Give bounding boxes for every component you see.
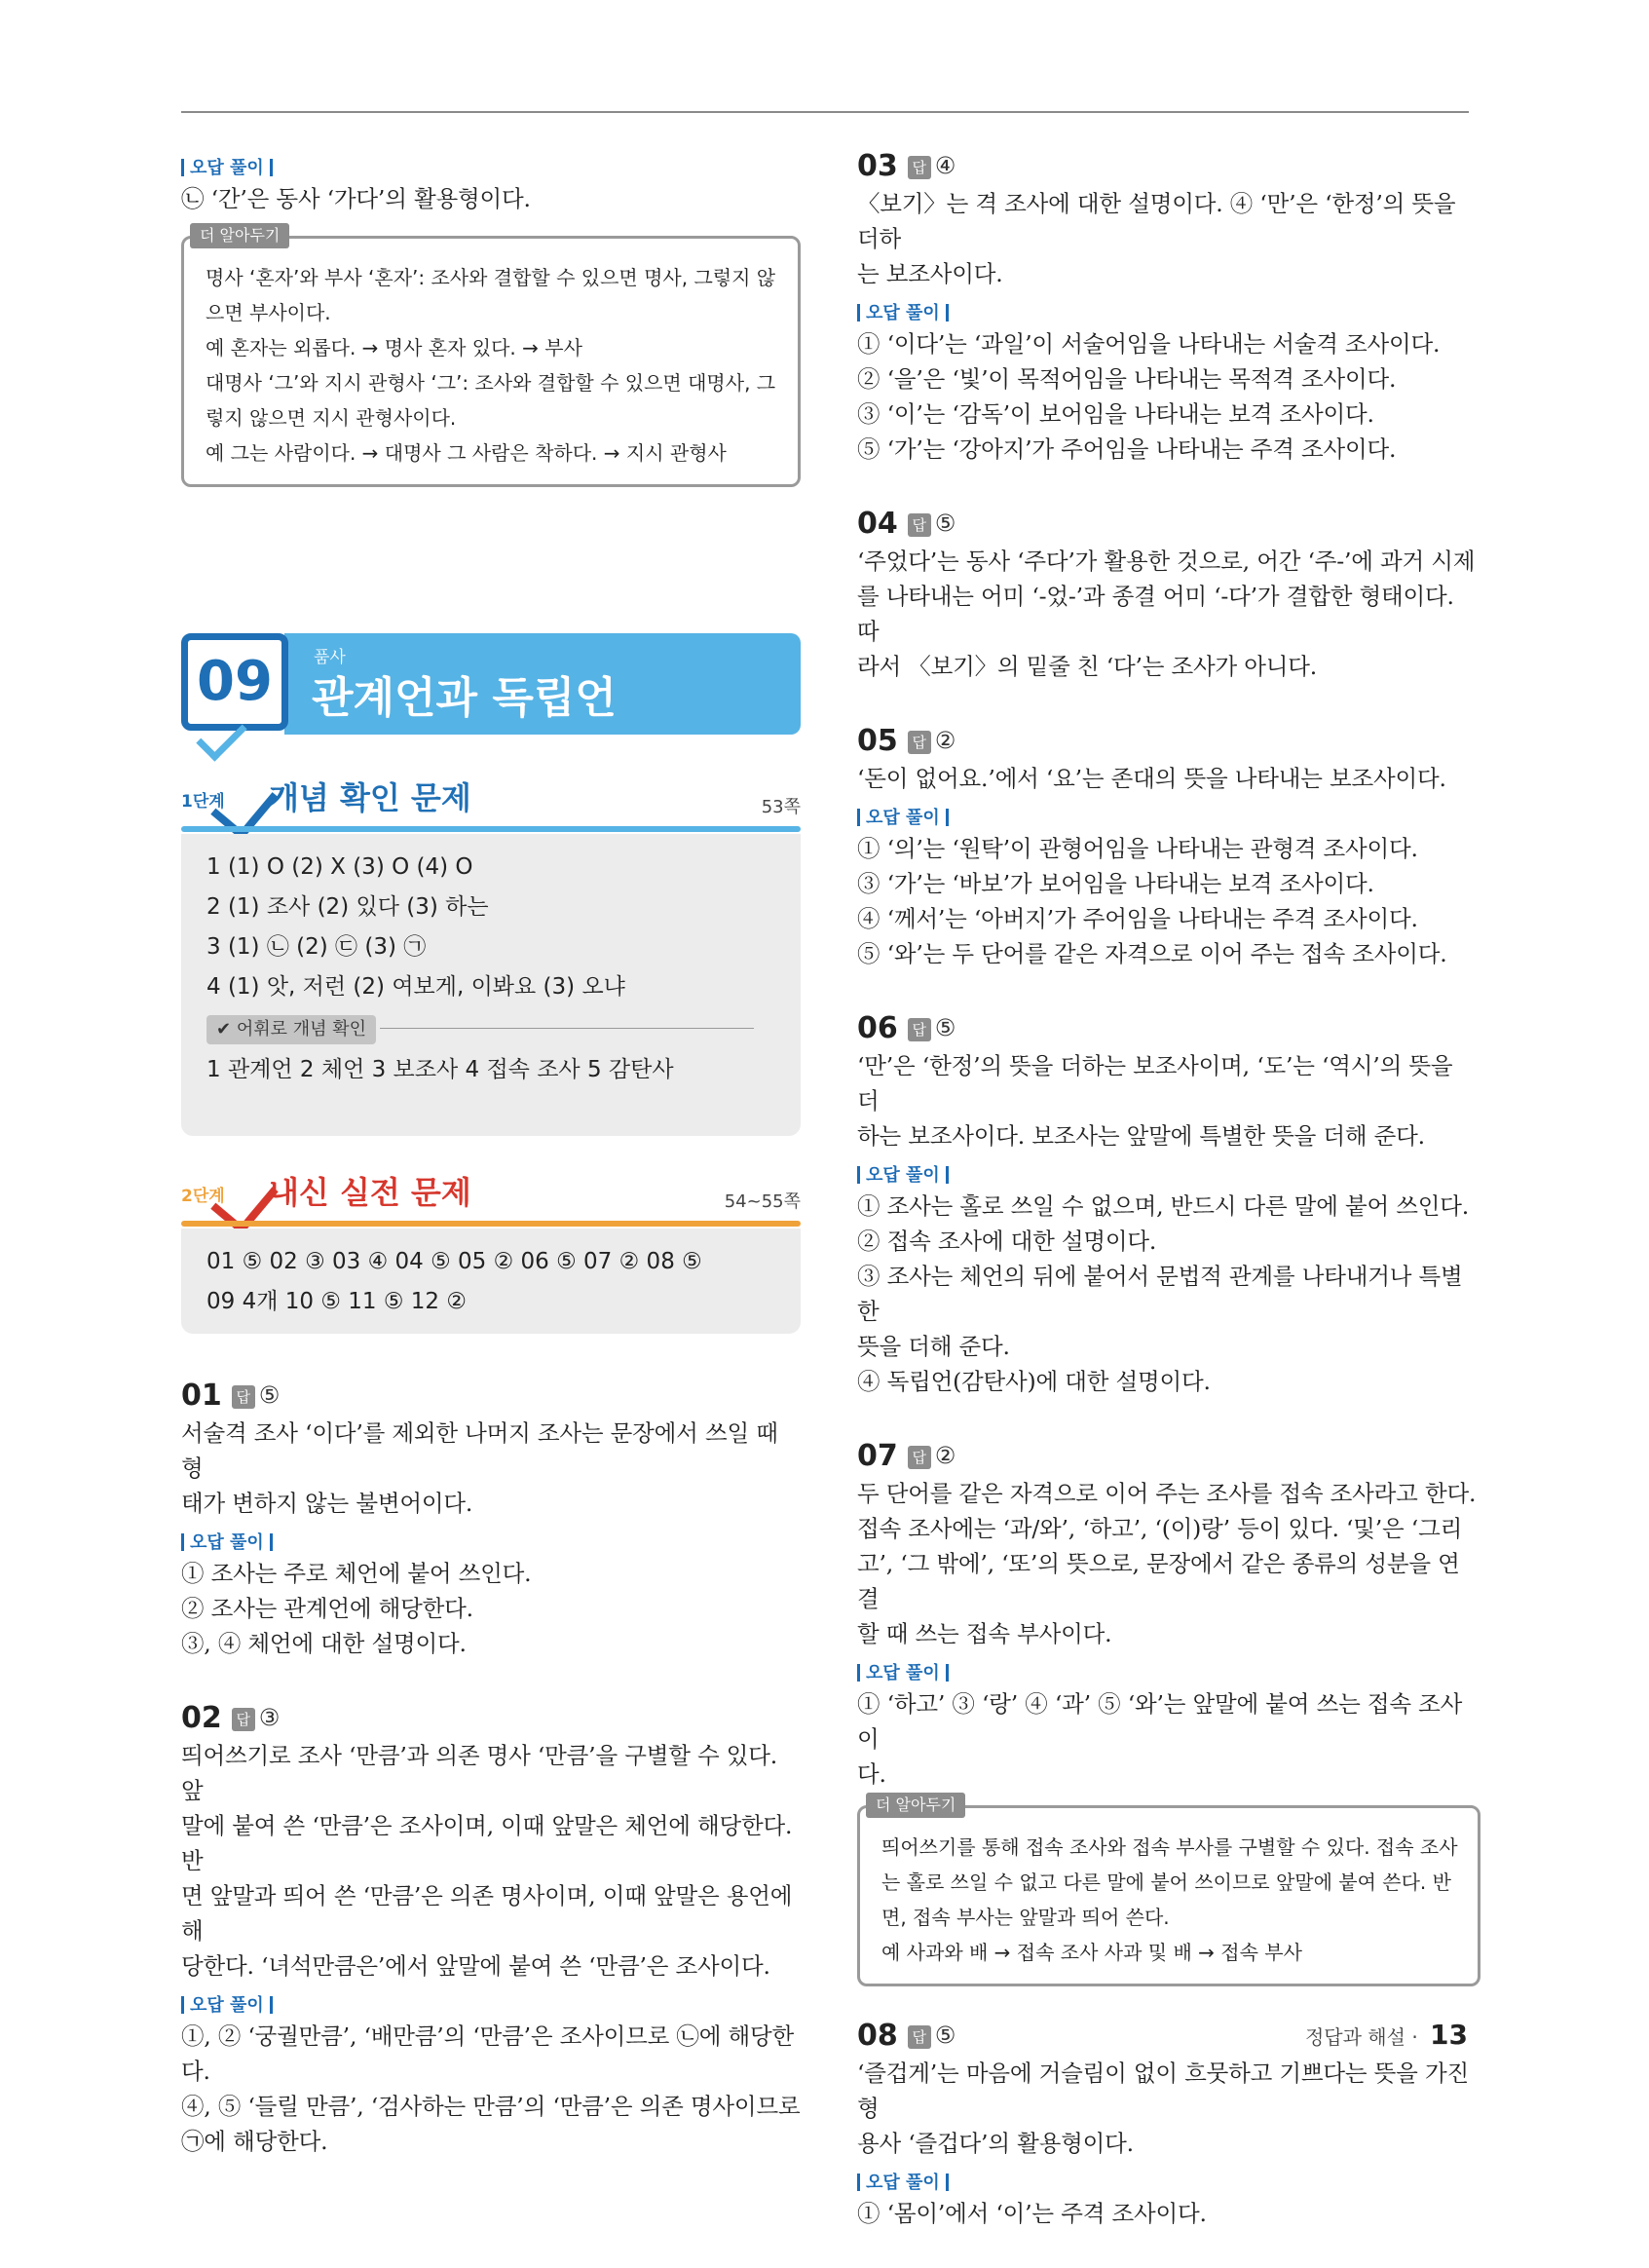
odap-line: ④ 독립언(감탄사)에 대한 설명이다. — [857, 1368, 1211, 1395]
odap-line: ㉠에 해당한다. — [181, 2128, 328, 2155]
answer-badge: 답 — [908, 156, 931, 179]
question-label: ② — [934, 1442, 956, 1469]
stage1-title: 개념 확인 문제 — [269, 779, 471, 816]
odap-label: 오답 풀이 — [857, 1659, 1480, 1684]
odap-line: ② ‘을’은 ‘빛’이 목적어임을 나타내는 목적격 조사이다. — [857, 365, 1397, 393]
stage2 — [181, 1174, 801, 1344]
question-number — [857, 146, 1480, 186]
odap-line: ⑤ ‘가’는 ‘강아지’가 주어임을 나타내는 주격 조사이다. — [857, 435, 1397, 463]
question-number — [857, 504, 1480, 544]
odap-label: 오답 풀이 — [181, 1529, 801, 1554]
tip-line: 예 사과와 배 → 접속 조사 사과 및 배 → 접속 부사 — [881, 1941, 1302, 1964]
stage2-label: 2단계 — [181, 1187, 225, 1206]
tip-box-right — [857, 1796, 1480, 1986]
footer-dot: · — [1411, 2025, 1418, 2049]
explanation-line: ‘주었다’는 동사 ‘주다’가 활용한 것으로, 어간 ‘주-’에 과거 시제 — [857, 548, 1476, 575]
answer-badge: 답 — [908, 1018, 931, 1041]
odap-line: ④ ‘께서’는 ‘아버지’가 주어임을 나타내는 주격 조사이다. — [857, 905, 1418, 932]
question-label: ③ — [258, 1704, 281, 1731]
tip-tag: 더 알아두기 — [190, 223, 289, 248]
stage1-rule — [181, 826, 801, 832]
question-02 — [181, 1698, 801, 2159]
vocab-row: 1 관계언 2 체언 3 보조사 4 접속 조사 5 감탄사 — [206, 1057, 674, 1082]
tip-line: 렇지 않으면 지시 관형사이다. — [206, 406, 457, 430]
odap-line: ③, ④ 체언에 대한 설명이다. — [181, 1630, 467, 1657]
question-label: ⑤ — [934, 1014, 956, 1041]
section-header — [181, 633, 801, 740]
explanation-line: 할 때 쓰는 접속 부사이다. — [857, 1620, 1112, 1647]
explanation-line: 고’, ‘그 밖에’, ‘또’의 뜻으로, 문장에서 같은 종류의 성분을 연결 — [857, 1550, 1460, 1612]
explanation-line: 태가 변하지 않는 불변어이다. — [181, 1490, 473, 1517]
odap-line: ① ‘하고’ ③ ‘랑’ ④ ‘과’ ⑤ ‘와’는 앞말에 붙여 쓰는 접속 조사이 — [857, 1690, 1463, 1753]
odap-line: ② 조사는 관계언에 해당한다. — [181, 1595, 473, 1622]
question-label: 08 — [857, 2019, 898, 2053]
question-number — [857, 721, 1480, 761]
right-column — [857, 146, 1480, 2268]
tip-line: 으면 부사이다. — [206, 301, 331, 324]
odap-line: ① ‘몸이’에서 ‘이’는 주격 조사이다. — [857, 2200, 1207, 2227]
odap-label: 오답 풀이 — [857, 2169, 1480, 2194]
odap-line: ③ ‘가’는 ‘바보’가 보어임을 나타내는 보격 조사이다. — [857, 870, 1374, 897]
answer-row: 3 (1) ㉡ (2) ㉢ (3) ㉠ — [206, 934, 427, 960]
vocab-rule — [380, 1028, 754, 1029]
check-circle-icon: ✔ — [216, 1019, 237, 1040]
explanation-line: 두 단어를 같은 자격으로 이어 주는 조사를 접속 조사라고 한다. — [857, 1480, 1477, 1507]
left-top-text: ㉡ ‘간’은 동사 ‘가다’의 활용형이다. — [181, 185, 531, 212]
explanation-line: 〈보기〉는 격 조사에 대한 설명이다. ④ ‘만’은 ‘한정’의 뜻을 더하 — [857, 190, 1456, 252]
odap-label: 오답 풀이 — [181, 1991, 801, 2017]
explanation-line: 하는 보조사이다. 보조사는 앞말에 특별한 뜻을 더해 준다. — [857, 1122, 1425, 1150]
odap-label: 오답 풀이 — [857, 1161, 1480, 1187]
tip-line: 는 홀로 쓰일 수 없고 다른 말에 붙어 쓰이므로 앞말에 붙여 쓴다. 반 — [881, 1871, 1451, 1894]
question-label: ④ — [934, 152, 956, 179]
odap-line: ④, ⑤ ‘들릴 만큼’, ‘검사하는 만큼’의 ‘만큼’은 의존 명사이므로 — [181, 2093, 801, 2120]
tip-line: 대명사 ‘그’와 지시 관형사 ‘그’: 조사와 결합할 수 있으면 대명사, 그 — [206, 371, 776, 395]
section-number: 09 — [181, 633, 288, 731]
question-05 — [857, 721, 1480, 971]
explanation-line: 당한다. ‘녀석만큼은’에서 앞말에 붙여 쓴 ‘만큼’은 조사이다. — [181, 1952, 770, 1980]
answer-row: 1 (1) O (2) X (3) O (4) O — [206, 854, 473, 880]
vocab-label: ✔ 어휘로 개념 확인 — [206, 1015, 376, 1044]
stage2-title: 내신 실전 문제 — [269, 1174, 471, 1211]
question-label: 01 — [181, 1379, 222, 1413]
question-label: ② — [934, 727, 956, 754]
tip-line: 띄어쓰기를 통해 접속 조사와 접속 부사를 구별할 수 있다. 접속 조사 — [881, 1835, 1458, 1859]
question-number — [857, 1008, 1480, 1048]
explanation-line: ‘돈이 없어요.’에서 ‘요’는 존대의 뜻을 나타내는 보조사이다. — [857, 765, 1446, 792]
question-number — [181, 1376, 801, 1416]
question-label: ⑤ — [934, 2022, 956, 2049]
explanation-line: 면 앞말과 띄어 쓴 ‘만큼’은 의존 명사이며, 이때 앞말은 용언에 해 — [181, 1882, 793, 1945]
question-03 — [857, 146, 1480, 467]
question-label: 07 — [857, 1439, 898, 1473]
footer-label: 정답과 해설 — [1304, 2025, 1405, 2049]
stage2-panel — [181, 1228, 801, 1334]
odap-line: ② 접속 조사에 대한 설명이다. — [857, 1228, 1157, 1255]
odap-line: ③ 조사는 체언의 뒤에 붙어서 문법적 관계를 나타내거나 특별한 — [857, 1263, 1463, 1325]
question-07 — [857, 1436, 1480, 1986]
explanation-line: 말에 붙여 쓴 ‘만큼’은 조사이며, 이때 앞말은 체언에 해당한다. 반 — [181, 1812, 793, 1874]
odap-line: ① ‘이다’는 ‘과일’이 서술어임을 나타내는 서술격 조사이다. — [857, 330, 1441, 358]
answer-badge: 답 — [908, 1446, 931, 1469]
odap-label: 오답 풀이 — [181, 154, 801, 179]
odap-line: 뜻을 더해 준다. — [857, 1333, 1010, 1360]
answer-row: 09 4개 10 ⑤ 11 ⑤ 12 ② — [206, 1289, 467, 1314]
question-number — [181, 1698, 801, 1738]
odap-line: ① 조사는 주로 체언에 붙어 쓰인다. — [181, 1560, 532, 1587]
stage1-panel — [181, 834, 801, 1136]
tip-tag: 더 알아두기 — [866, 1793, 965, 1818]
stage2-page: 54~55쪽 — [724, 1191, 801, 1212]
top-rule — [181, 111, 1469, 113]
question-label: ⑤ — [934, 510, 956, 537]
answer-badge: 답 — [908, 2025, 931, 2049]
odap-line: ① ‘의’는 ‘원탁’이 관형어임을 나타내는 관형격 조사이다. — [857, 835, 1418, 862]
tip-line: 명사 ‘혼자’와 부사 ‘혼자’: 조사와 결합할 수 있으면 명사, 그렇지 않 — [206, 266, 776, 289]
odap-line: ① 조사는 홀로 쓰일 수 없으며, 반드시 다른 말에 붙어 쓰인다. — [857, 1192, 1470, 1220]
answer-badge: 답 — [232, 1385, 255, 1409]
tip-line: 예 그는 사람이다. → 대명사 그 사람은 착하다. → 지시 관형사 — [206, 441, 727, 465]
tip-box-left — [181, 226, 801, 487]
question-label: ⑤ — [258, 1381, 281, 1409]
odap-line: ①, ② ‘궁궐만큼’, ‘배만큼’의 ‘만큼’은 조사이므로 ㉡에 해당한다. — [181, 2022, 794, 2085]
section-title: 관계언과 독립언 — [312, 673, 617, 723]
answer-badge: 답 — [908, 513, 931, 537]
odap-label: 오답 풀이 — [857, 299, 1480, 324]
explanation-line: 는 보조사이다. — [857, 260, 1003, 287]
explanation-line: 서술격 조사 ‘이다’를 제외한 나머지 조사는 문장에서 쓰일 때 형 — [181, 1419, 778, 1482]
question-label: 06 — [857, 1011, 898, 1045]
odap-line: ⑤ ‘와’는 두 단어를 같은 자격으로 이어 주는 접속 조사이다. — [857, 940, 1447, 967]
question-06 — [857, 1008, 1480, 1399]
explanation-line: 라서 〈보기〉의 밑줄 친 ‘다’는 조사가 아니다. — [857, 653, 1318, 680]
answer-badge: 답 — [908, 731, 931, 754]
explanation-line: ‘만’은 ‘한정’의 뜻을 더하는 보조사이며, ‘도’는 ‘역시’의 뜻을 더 — [857, 1052, 1453, 1115]
answer-row: 01 ⑤ 02 ③ 03 ④ 04 ⑤ 05 ② 06 ⑤ 07 ② 08 ⑤ — [206, 1249, 702, 1274]
explanation-line: 띄어쓰기로 조사 ‘만큼’과 의존 명사 ‘만큼’을 구별할 수 있다. 앞 — [181, 1742, 778, 1804]
page-number: 13 — [1430, 2019, 1468, 2051]
question-label: 05 — [857, 724, 898, 758]
stage1-page: 53쪽 — [761, 797, 801, 817]
question-04 — [857, 504, 1480, 684]
question-label: 02 — [181, 1701, 222, 1735]
stage1 — [181, 779, 801, 1135]
stage1-label: 1단계 — [181, 792, 225, 812]
explanation-line: 용사 ‘즐겁다’의 활용형이다. — [857, 2130, 1134, 2157]
tip-line: 면, 접속 부사는 앞말과 띄어 쓴다. — [881, 1906, 1170, 1929]
question-number — [857, 1436, 1480, 1476]
answer-row: 4 (1) 앗, 저런 (2) 여보게, 이봐요 (3) 오냐 — [206, 974, 625, 1000]
left-column-bottom — [181, 1376, 801, 2196]
tip-line: 예 혼자는 외롭다. → 명사 혼자 있다. → 부사 — [206, 336, 582, 359]
question-label: 04 — [857, 507, 898, 541]
question-label: 03 — [857, 149, 898, 183]
section-subtitle: 품사 — [314, 648, 346, 667]
explanation-line: 를 나타내는 어미 ‘-었-’과 종결 어미 ‘-다’가 결합한 형태이다. 따 — [857, 583, 1454, 645]
left-column-top — [181, 146, 801, 487]
odap-line: 다. — [857, 1760, 886, 1788]
explanation-line: 접속 조사에는 ‘과/와’, ‘하고’, ‘(이)랑’ 등이 있다. ‘및’은 ‘그리 — [857, 1515, 1463, 1542]
explanation-line: ‘즐겁게’는 마음에 거슬림이 없이 흐뭇하고 기쁘다는 뜻을 가진 형 — [857, 2060, 1469, 2122]
stage2-rule — [181, 1221, 801, 1227]
odap-label: 오답 풀이 — [857, 804, 1480, 829]
answer-row: 2 (1) 조사 (2) 있다 (3) 하는 — [206, 894, 489, 920]
question-01 — [181, 1376, 801, 1661]
page-footer — [1305, 2019, 1468, 2051]
odap-line: ③ ‘이’는 ‘감독’이 보어임을 나타내는 보격 조사이다. — [857, 400, 1374, 428]
answer-badge: 답 — [232, 1708, 255, 1731]
